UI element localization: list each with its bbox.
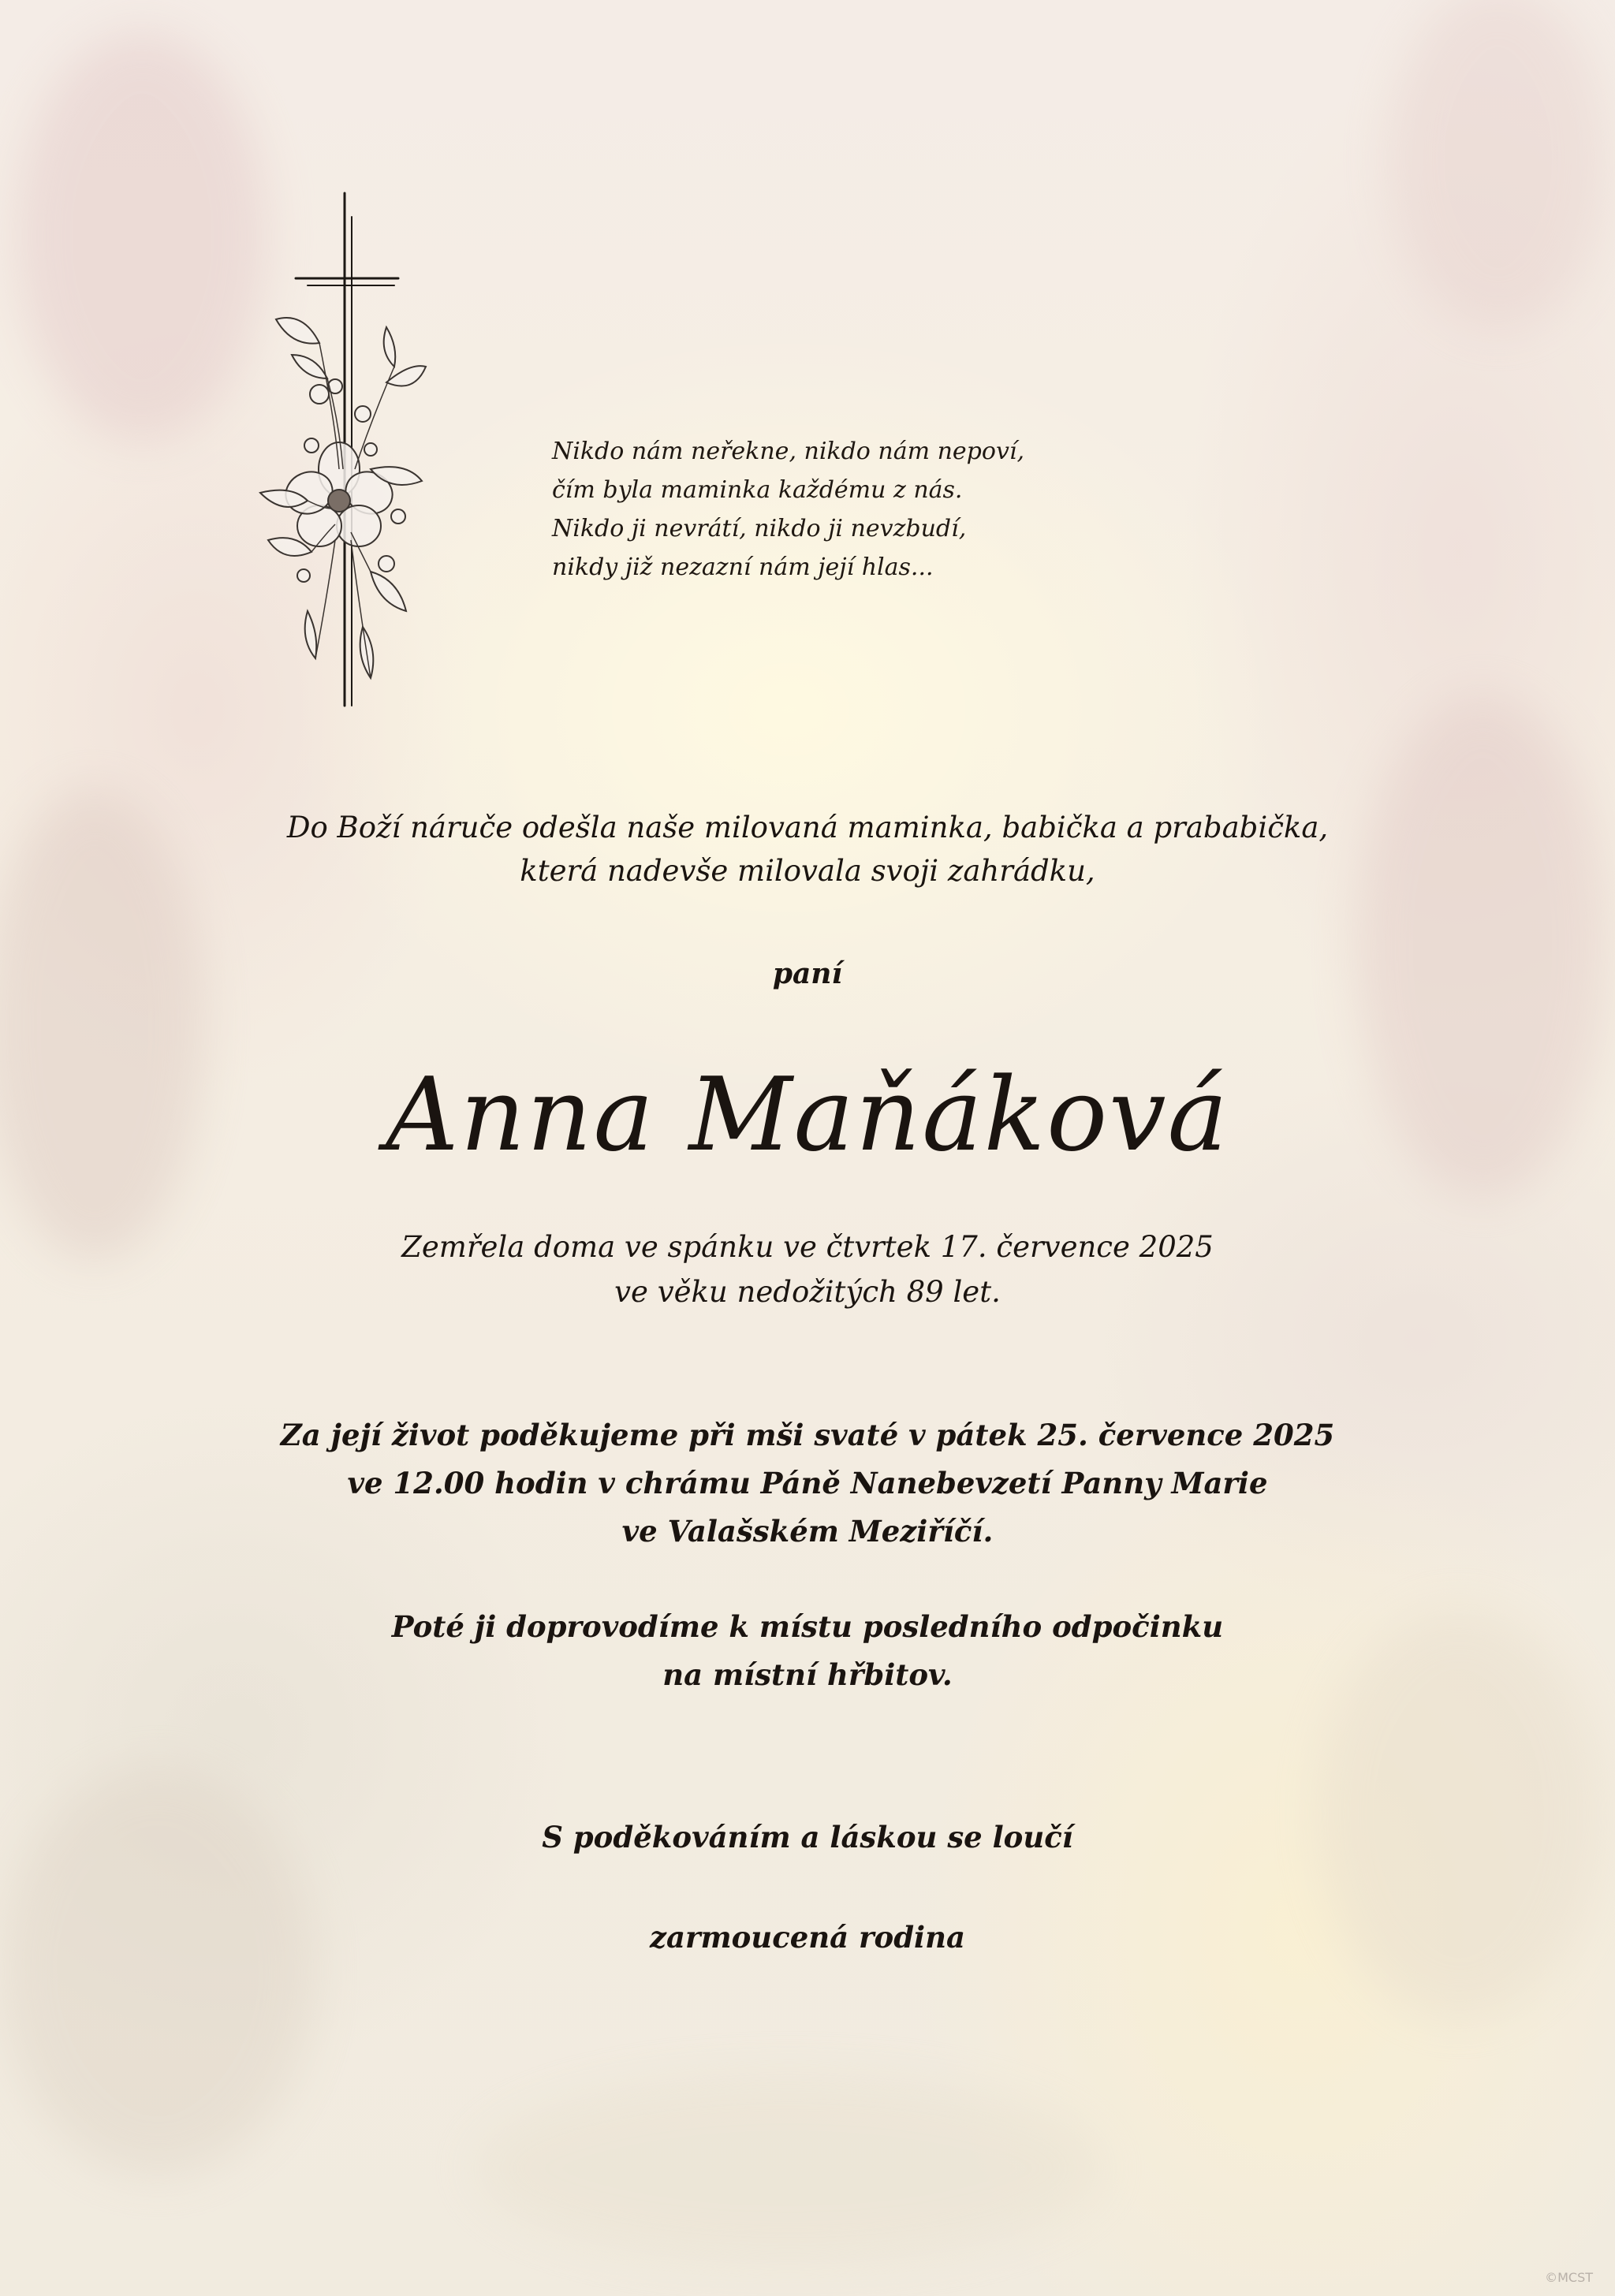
intro-text — [0, 806, 1615, 893]
quote-line: Nikdo nám neřekne, nikdo nám nepoví, — [552, 438, 1025, 465]
closing-family: zarmoucená rodina — [649, 1920, 965, 1955]
quote-line: nikdy již nezazní nám její hlas... — [552, 554, 934, 581]
burial-line: Poté ji doprovodíme k místu posledního odpočinku — [391, 1609, 1224, 1644]
burial-line: na místní hřbitov. — [662, 1657, 953, 1692]
mass-line: ve Valašském Meziříčí. — [621, 1514, 994, 1549]
burial-info — [0, 1603, 1615, 1699]
memorial-quote — [552, 432, 1104, 587]
death-line: ve věku nedožitých 89 let. — [614, 1275, 1001, 1309]
intro-line: Do Boží náruče odešla naše milovaná maminka, babička a prababička, — [286, 811, 1329, 844]
quote-line: čím byla maminka každému z nás. — [552, 476, 963, 504]
deceased-name: Anna Maňáková — [386, 1057, 1229, 1174]
death-info — [0, 1224, 1615, 1314]
cross-with-flowers-icon — [229, 185, 449, 721]
mass-info — [0, 1411, 1615, 1556]
mass-line: Za její život poděkujeme při mši svaté v pátek 25. července 2025 — [280, 1418, 1335, 1452]
intro-line: která nadevše milovala svoji zahrádku, — [520, 854, 1095, 888]
closing-thanks: S poděkováním a láskou se loučí — [542, 1820, 1073, 1854]
honorific: paní — [772, 957, 843, 990]
quote-line: Nikdo ji nevrátí, nikdo ji nevzbudí, — [552, 515, 967, 542]
watermark: ©MCST — [1545, 2270, 1593, 2285]
mass-line: ve 12.00 hodin v chrámu Páně Nanebevzetí Panny Marie — [347, 1466, 1268, 1500]
death-line: Zemřela doma ve spánku ve čtvrtek 17. července 2025 — [401, 1230, 1214, 1264]
portrait-photo-icon — [1033, 240, 1396, 682]
